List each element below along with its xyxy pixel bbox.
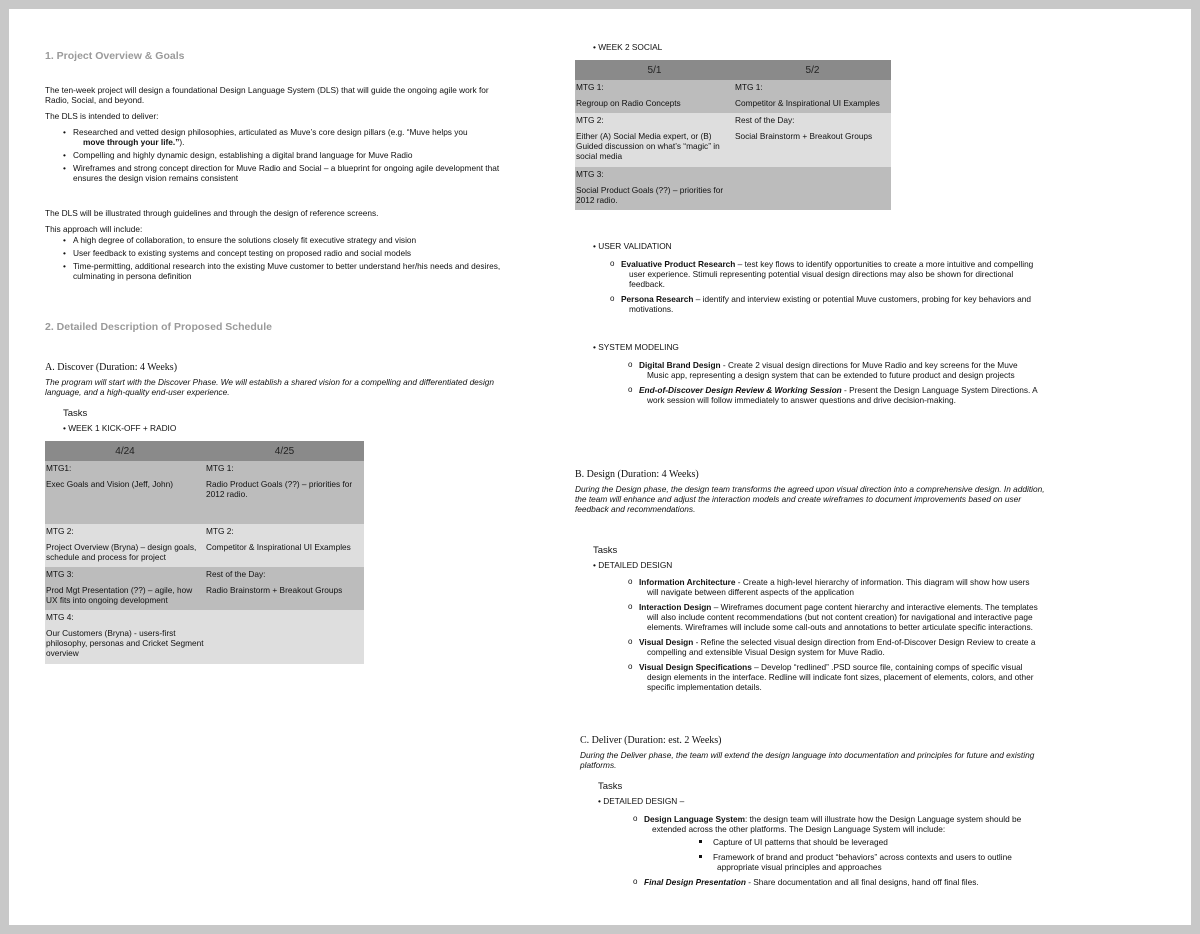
meeting-text: Social Product Goals (??) – priorities for 2012 radio.: [576, 185, 724, 205]
meeting-label: MTG 1:: [735, 82, 763, 92]
document-page: [9, 9, 1191, 925]
list-item: [610, 259, 1035, 289]
sub-item-text: Capture of UI patterns that should be leveraged: [713, 837, 888, 847]
table-row: [575, 113, 891, 167]
deliverable-text-end: ).: [179, 137, 185, 147]
meeting-text: Competitor & Inspirational UI Examples: [206, 542, 351, 552]
meeting-text: Prod Mgt Presentation (??) – agile, how UX fits into ongoing development: [46, 585, 193, 605]
list-item: [633, 877, 1045, 887]
meeting-label: MTG 1:: [206, 463, 234, 473]
section-heading-schedule: 2. Detailed Description of Proposed Schedule: [45, 321, 272, 333]
item-text: - Refine the selected visual design direction from End-of-Discover Design Review to create a compelling and extensible Visual Design system for Muve Radio.: [647, 637, 1036, 657]
meeting-text: Competitor & Inspirational UI Examples: [735, 98, 880, 108]
table-header-date: 5/2: [734, 60, 891, 80]
approach-list: [63, 235, 513, 284]
table-row: [45, 610, 364, 664]
list-item: • Compelling and highly dynamic design, establishing a digital brand language for Muve Radio: [63, 150, 513, 160]
deliverable-emphasis: move through your life.”: [83, 137, 180, 147]
discover-title: A. Discover (Duration: 4 Weeks): [45, 362, 178, 373]
sub-item-text: Framework of brand and product “behaviors” across contexts and users to outline appropriate visual principles and approaches: [713, 852, 1012, 872]
item-text: : the design team will illustrate how the Design Language system should be extended across the other platforms. The Design Language System will include:: [652, 814, 1022, 834]
table-header-date: 5/1: [575, 60, 734, 80]
intro-paragraph: The ten-week project will design a foundational Design Language System (DLS) that will guide the ongoing agile work for Radio, Social, and beyond.: [45, 85, 489, 105]
deliverable-text: • Wireframes and strong concept direction for Muve Radio and Social – a blueprint for ongoing agile development that ensures the design vision remains consistent: [73, 163, 500, 183]
meeting-text: Our Customers (Bryna) - users-first philosophy, personas and Cricket Segment overview: [46, 628, 204, 658]
week2-schedule-table: [575, 60, 891, 210]
system-modeling-list: [628, 360, 1038, 410]
meeting-label: MTG 2:: [46, 526, 74, 536]
meeting-text: Radio Brainstorm + Breakout Groups: [206, 585, 343, 595]
item-title: Evaluative Product Research: [621, 259, 736, 269]
week1-label: • WEEK 1 KICK-OFF + RADIO: [63, 423, 177, 433]
item-text: - Present the Design Language System Directions. A work session will follow immediately to answer questions and drive decision-making.: [647, 385, 1038, 405]
dls-sublist: [644, 837, 1045, 872]
deliver-tasks-list: [633, 814, 1045, 892]
design-detailed-label: • DETAILED DESIGN: [593, 560, 673, 570]
item-text: - Create a high-level hierarchy of information. This diagram will show how users will navigate between different aspects of the application: [647, 577, 1030, 597]
illustrated-paragraph: The DLS will be illustrated through guidelines and through the design of reference screens.: [45, 208, 379, 218]
meeting-text: Exec Goals and Vision (Jeff, John): [46, 479, 173, 489]
meeting-text: Either (A) Social Media expert, or (B) Guided discussion on what’s “magic” in social media: [576, 131, 720, 161]
tasks-label: Tasks: [63, 408, 88, 419]
meeting-text: Radio Product Goals (??) – priorities for 2012 radio.: [206, 479, 353, 499]
list-item: [63, 163, 513, 183]
item-title: Design Language System: [644, 814, 745, 824]
item-text: - Share documentation and all final designs, hand off final files.: [745, 877, 979, 887]
design-title: B. Design (Duration: 4 Weeks): [575, 469, 699, 480]
deliverable-text: Researched and vetted design philosophies, articulated as Muve’s core design pillars (e.g. “Muve helps you: [73, 127, 468, 137]
list-item: [699, 852, 1045, 872]
meeting-label: MTG 1:: [576, 82, 604, 92]
item-title: End-of-Discover Design Review & Working Session: [639, 385, 842, 395]
item-text: – identify and interview existing or potential Muve customers, probing for key behaviors and motivations.: [629, 294, 1032, 314]
list-item: [628, 385, 1038, 405]
list-item: [628, 637, 1040, 657]
table-row: [45, 461, 364, 524]
list-item: [628, 577, 1040, 597]
meeting-label: Rest of the Day:: [735, 115, 795, 125]
item-text: – test key flows to identify opportunities to create a more intuitive and compelling user experience. Stimuli representing potential visual design directions may also be shown for directional feedback.: [629, 259, 1034, 289]
deliver-title: C. Deliver (Duration: est. 2 Weeks): [580, 735, 722, 746]
meeting-label: MTG 4:: [46, 612, 74, 622]
meeting-label: MTG 3:: [576, 169, 604, 179]
week2-label: • WEEK 2 SOCIAL: [593, 42, 663, 52]
meeting-label: MTG 2:: [206, 526, 234, 536]
list-item: [628, 662, 1040, 692]
table-row: [575, 80, 891, 113]
item-title: Visual Design Specifications: [639, 662, 752, 672]
item-text: - Create 2 visual design directions for Muve Radio and key screens for the Muve Music app, representing a design system that can be extended to future product and design projects: [647, 360, 1018, 380]
meeting-text: Regroup on Radio Concepts: [576, 98, 681, 108]
design-tasks-label: Tasks: [593, 545, 618, 556]
item-title: Visual Design: [639, 637, 694, 647]
deliverables-list: [63, 127, 513, 186]
list-item: [63, 127, 513, 147]
item-title: Interaction Design: [639, 602, 712, 612]
item-title: Digital Brand Design: [639, 360, 721, 370]
meeting-text: Project Overview (Bryna) – design goals, schedule and process for project: [46, 542, 197, 562]
user-validation-list: [610, 259, 1035, 319]
week1-schedule-table: [45, 441, 364, 664]
list-item: • A high degree of collaboration, to ensure the solutions closely fit executive strategy and vision: [63, 235, 513, 245]
deliver-description: During the Deliver phase, the team will extend the design language into documentation and principles for future and existing platforms.: [580, 750, 1035, 770]
meeting-text: Social Brainstorm + Breakout Groups: [735, 131, 873, 141]
table-row: [45, 524, 364, 567]
deliver-intro: The DLS is intended to deliver:: [45, 111, 159, 121]
list-item: • Time-permitting, additional research into the existing Muve customer to better understand her/his needs and desires, culminating in persona definition: [63, 261, 513, 281]
list-item: [628, 360, 1038, 380]
design-description: During the Design phase, the design team transforms the agreed upon visual direction into a comprehensive design. In addition, the team will enhance and adjust the interaction models and create wireframes to document improvements based on user feedback and recommendations.: [575, 484, 1045, 514]
list-item: [633, 814, 1045, 872]
table-header-date: 4/25: [205, 441, 364, 461]
list-item: • User feedback to existing systems and concept testing on proposed radio and social models: [63, 248, 513, 258]
design-tasks-list: [628, 577, 1040, 697]
list-item: [610, 294, 1035, 314]
discover-description: The program will start with the Discover Phase. We will establish a shared vision for a compelling and differentiated design language, and a high-quality end-user experience.: [45, 377, 495, 397]
section-heading-overview: 1. Project Overview & Goals: [45, 50, 185, 62]
list-item: [628, 602, 1040, 632]
item-title: Information Architecture: [639, 577, 736, 587]
approach-intro: This approach will include:: [45, 224, 143, 234]
meeting-label: MTG 2:: [576, 115, 604, 125]
item-text: – Wireframes document page content hierarchy and interactive elements. The templates will also include content recommendations (but not content creation) for navigational and interactive page elements. Wireframes will include some call-outs and annotations to better articulate specific interactions.: [647, 602, 1038, 632]
meeting-label: MTG1:: [46, 463, 72, 473]
deliver-tasks-label: Tasks: [598, 781, 623, 792]
system-modeling-label: • SYSTEM MODELING: [593, 342, 679, 352]
deliver-detailed-label: • DETAILED DESIGN –: [598, 796, 685, 806]
list-item: [699, 837, 1045, 847]
table-header-date: 4/24: [45, 441, 205, 461]
item-title: Final Design Presentation: [644, 877, 746, 887]
item-title: Persona Research: [621, 294, 694, 304]
meeting-label: Rest of the Day:: [206, 569, 266, 579]
meeting-label: MTG 3:: [46, 569, 74, 579]
user-validation-label: • USER VALIDATION: [593, 241, 672, 251]
item-text: – Develop “redlined” .PSD source file, containing comps of specific visual design elements in the interface. Redline will indicate font sizes, placement of elements, colors, and other specific implementation details.: [647, 662, 1034, 692]
table-row: [45, 567, 364, 610]
table-row: [575, 167, 891, 210]
